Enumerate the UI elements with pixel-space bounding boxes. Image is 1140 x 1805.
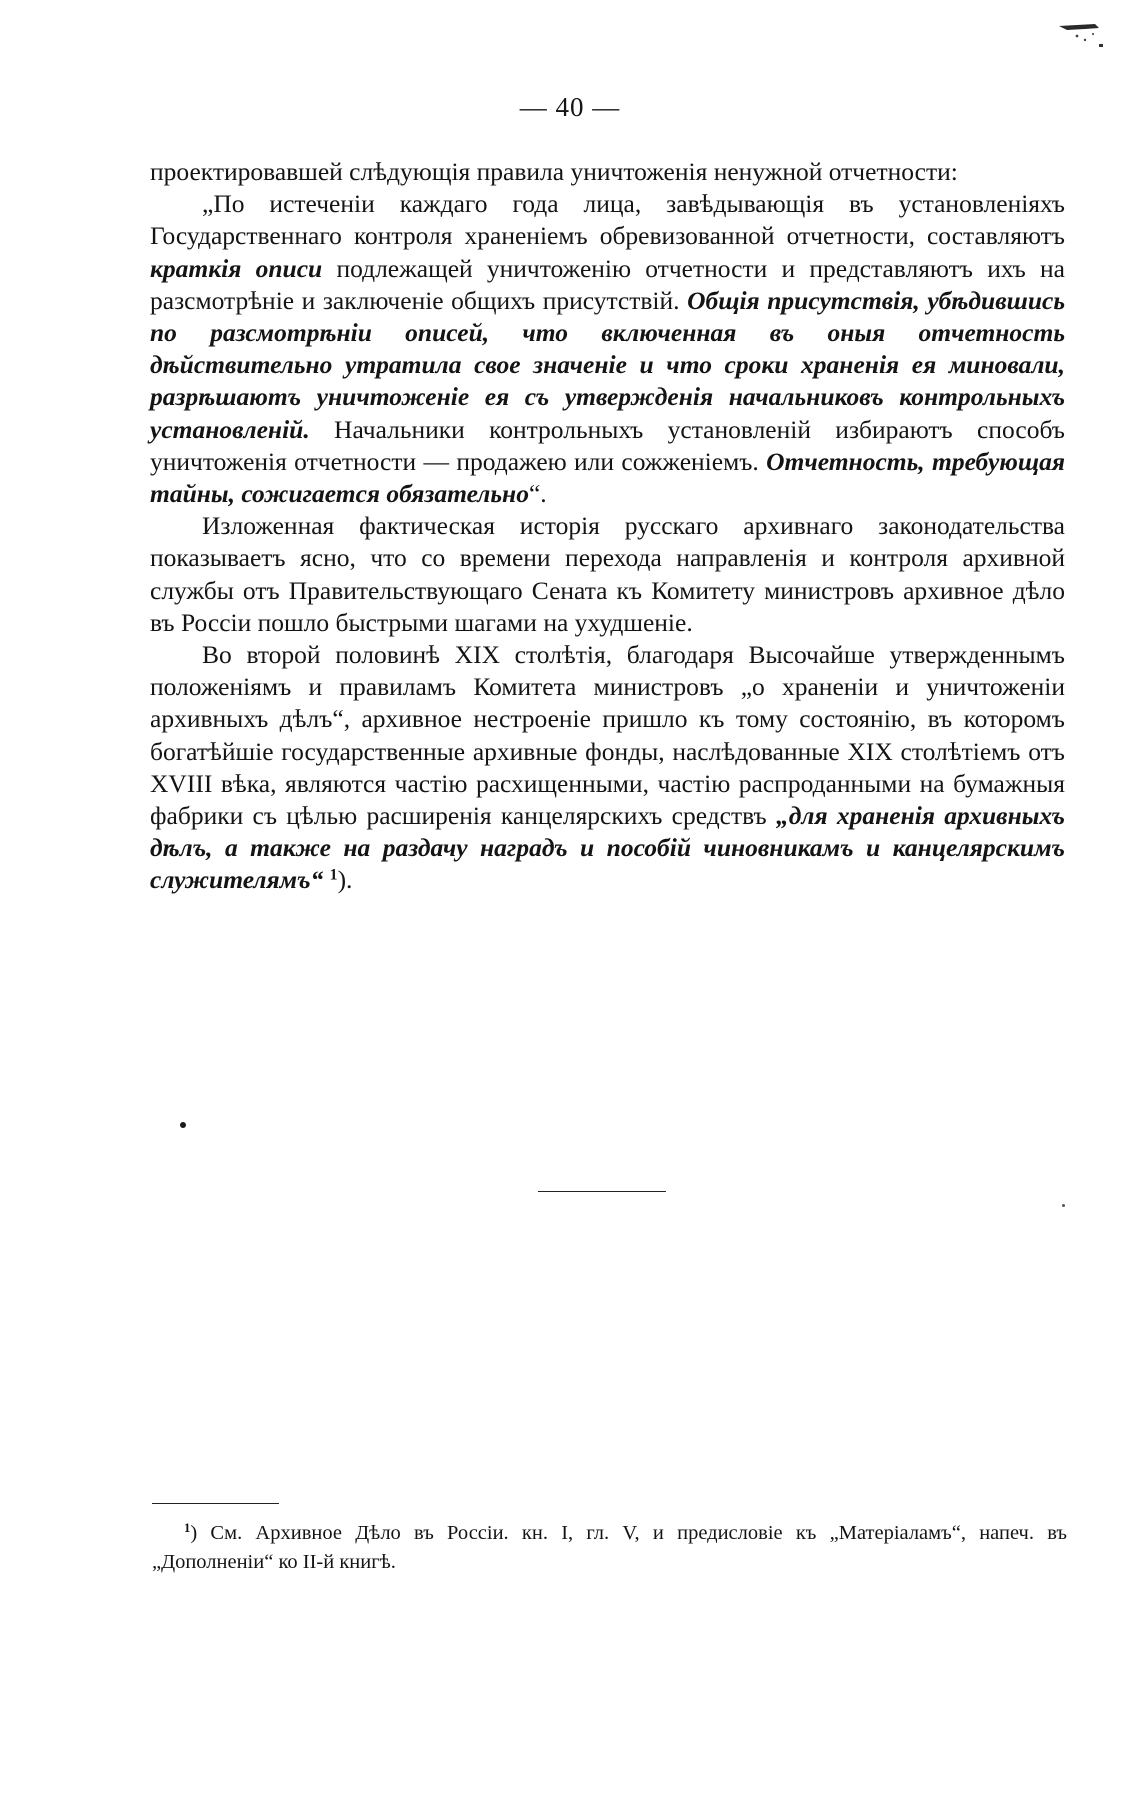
text-run: Начальники контрольныхъ установленій избираютъ способъ уничтоженія отчетности — продажею или сожженіемъ. <box>150 414 1065 476</box>
emphasis-text: „для храненія архивныхъ дѣлъ, а также на раздачу наградъ и пособій чиновникамъ и канцелярскимъ служителямъ“ <box>150 801 1065 895</box>
text-run: ). <box>337 865 353 895</box>
footnote-paragraph <box>152 1519 1067 1577</box>
scan-artifact <box>1055 20 1107 50</box>
text-run: „По истеченіи каждаго года лица, завѣдывающія въ установленіяхъ Государственнаго контроля храненіемъ обревизованной отчетности, составляютъ <box>150 189 1065 251</box>
emphasis-text: краткія описи <box>150 253 323 283</box>
text-run: Изложенная фактическая исторія русскаго архивнаго законодательства показываетъ ясно, что со времени перехода направленія и контроля архивной службы отъ Правительствующаго Сената къ Комитету министровъ архивное дѣло въ Россіи пошло быстрыми шагами на ухудшеніе. <box>150 511 1065 637</box>
stray-mark <box>1062 1204 1065 1207</box>
footnote-text: ) См. Архивное Дѣло въ Россіи. кн. I, гл. V, и предисловіе къ „Матеріаламъ“, напеч. въ „Дополненіи“ ко II-й книгѣ. <box>152 1522 1067 1573</box>
page-number: — 40 — <box>519 92 621 122</box>
body-text <box>150 156 1065 897</box>
paragraph <box>150 188 1065 510</box>
section-divider <box>538 1191 666 1192</box>
emphasis-text: Общія присутствія, убѣдившись по разсмотрѣніи описей, что включенная въ оныя отчетность дѣйствительно утратила свое значеніе и что сроки храненія ея миновали, разрѣшаютъ уничтоженіе ея съ утвержденія начальниковъ контрольныхъ установленій. <box>150 285 1065 444</box>
paragraph <box>150 510 1065 639</box>
text-run: проектировавшей слѣдующія правила уничтоженія ненужной отчетности: <box>150 157 958 186</box>
text-run: Во второй половинѣ XIX столѣтія, благодаря Высочайше утвержденнымъ положеніямъ и правиламъ Комитета министровъ „о храненіи и уничтоженіи архивныхъ дѣлъ“, архивное нестроеніе пришло къ тому состоянію, въ которомъ богатѣйшіе государственные архивные фонды, наслѣдованные XIX столѣтіемъ отъ XVIII вѣка, являются частію расхищенными, частію распроданными на бумажныя фабрики съ цѣлью расширенія канцелярскихъ средствъ <box>150 640 1065 831</box>
paragraph <box>150 156 1065 188</box>
emphasis-text: Отчетность, требующая тайны, сожигается обязательно <box>150 446 1065 509</box>
footnote-marker: 1 <box>184 1521 191 1536</box>
stray-dot <box>180 1122 186 1128</box>
paragraph <box>150 639 1065 897</box>
footnote-reference: 1 <box>329 866 338 884</box>
text-run: подлежащей уничтоженію отчетности и представляютъ ихъ на разсмотрѣніе и заключеніе общихъ присутствій. <box>150 253 1065 315</box>
footnote-divider <box>152 1503 279 1504</box>
footnote <box>152 1519 1067 1577</box>
text-run: “. <box>528 479 547 509</box>
